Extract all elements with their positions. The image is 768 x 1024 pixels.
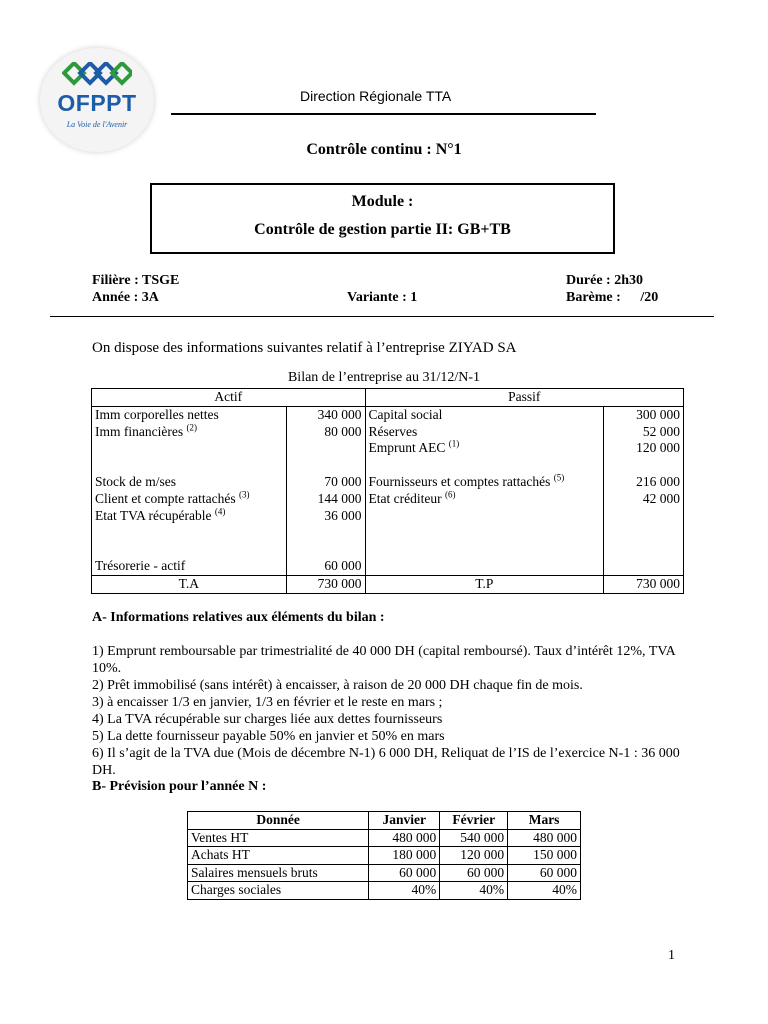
actif-value-cell [286,424,365,441]
info-item-4: 4) La TVA récupérable sur charges liée aux dettes fournisseurs [92,712,443,727]
page-title: Contrôle continu : N°1 [306,141,462,158]
footnote-ref: (1) [448,438,460,449]
prevision-value: 40% [508,882,581,900]
actif-label-cell [92,508,287,525]
bilan-row [92,508,684,525]
passif-value-cell [604,558,684,575]
prevision-value: 120 000 [440,847,508,865]
actif-label: Imm corporelles nettes [95,406,219,422]
actif-value-cell [286,508,365,525]
prevision-label: Charges sociales [188,882,369,900]
prevision-value: 540 000 [440,829,508,847]
actif-label-cell [92,474,287,491]
bareme [566,290,658,306]
passif-label-cell [365,508,604,525]
passif-value-cell [604,474,684,491]
direction-heading: Direction Régionale TTA [300,88,452,104]
actif-label-cell [92,440,287,457]
passif-label-cell [365,491,604,508]
passif-value-cell [604,524,684,541]
passif-label-cell [365,558,604,575]
actif-label: Stock de m/ses [95,473,176,489]
prevision-row [188,882,581,900]
actif-value: 60 000 [324,557,362,573]
actif-value-cell [286,406,365,423]
bilan-caption: Bilan de l’entreprise au 31/12/N-1 [287,370,481,385]
actif-label-cell [92,424,287,441]
footnote-ref: (4) [214,506,226,517]
prevision-value: 40% [369,882,440,900]
section-b-title: B- Prévision pour l’année N : [92,779,267,794]
actif-value-cell [286,440,365,457]
passif-label-cell [365,524,604,541]
meta-divider [50,316,714,317]
prevision-value: 40% [440,882,508,900]
bilan-row [92,424,684,441]
info-item-3: 3) à encaisser 1/3 en janvier, 1/3 en février et le reste en mars ; [92,695,443,710]
passif-label-cell [365,440,604,457]
passif-value-cell [604,440,684,457]
total-passif-label: T.P [365,575,604,593]
col-header-janvier: Janvier [369,812,440,830]
actif-label-cell [92,457,287,474]
total-actif-label: T.A [92,575,287,593]
prevision-value: 480 000 [369,829,440,847]
section-a-title: A- Informations relatives aux éléments du bilan : [92,610,385,625]
info-item-1: 1) Emprunt remboursable par trimestrialité de 40 000 DH (capital remboursé). Taux d’intérêt 12%, TVA 10%. [92,644,675,676]
actif-value: 144 000 [317,490,362,506]
passif-label: Fournisseurs et comptes rattachés [368,473,551,489]
logo-slogan: La Voie de l'Avenir [66,120,128,129]
prevision-table [187,811,581,900]
total-actif-value: 730 000 [286,575,365,593]
prevision-value: 60 000 [440,864,508,882]
prevision-header-row [188,812,581,830]
prevision-value: 60 000 [369,864,440,882]
actif-label-cell [92,541,287,558]
bilan-header-row [92,389,684,407]
intro-text: On dispose des informations suivantes relatif à l’entreprise ZIYAD SA [92,340,517,356]
prevision-row [188,864,581,882]
prevision-value: 180 000 [369,847,440,865]
prevision-label: Achats HT [188,847,369,865]
bareme-label: Barème : [566,290,621,305]
info-item-2: 2) Prêt immobilisé (sans intérêt) à encaisser, à raison de 20 000 DH chaque fin de mois. [92,678,583,693]
passif-value: 42 000 [642,490,680,506]
actif-label-cell [92,491,287,508]
col-header-donnee: Donnée [188,812,369,830]
passif-value-cell [604,457,684,474]
passif-value: 52 000 [642,423,680,439]
footnote-ref: (5) [553,472,565,483]
actif-label-cell [92,406,287,423]
actif-label: Imm financières [95,423,184,439]
prevision-value: 60 000 [508,864,581,882]
actif-value-cell [286,541,365,558]
actif-label: Trésorerie - actif [95,557,186,573]
logo-name: OFPPT [57,90,137,116]
logo-emblem-icon [62,62,132,88]
bilan-row [92,541,684,558]
footnote-ref: (3) [238,489,250,500]
header-divider [171,113,596,115]
prevision-value: 150 000 [508,847,581,865]
actif-value-cell [286,524,365,541]
prevision-label: Salaires mensuels bruts [188,864,369,882]
passif-value: 216 000 [636,473,680,489]
col-header-mars: Mars [508,812,581,830]
passif-value-cell [604,424,684,441]
bilan-row [92,440,684,457]
module-name: Contrôle de gestion partie II: GB+TB [254,221,511,238]
passif-label-cell [365,424,604,441]
module-box [150,183,615,254]
passif-value: 300 000 [636,406,680,422]
prevision-value: 480 000 [508,829,581,847]
bilan-row [92,524,684,541]
actif-label: Etat TVA récupérable [95,507,212,523]
actif-value-cell [286,457,365,474]
actif-value-cell [286,474,365,491]
bilan-row [92,457,684,474]
bareme-value: /20 [640,290,659,305]
actif-value-cell [286,491,365,508]
actif-value: 340 000 [317,406,362,422]
bilan-row [92,474,684,491]
info-item-6: 6) Il s’agit de la TVA due (Mois de décembre N-1) 6 000 DH, Reliquat de l’IS de l’exercice N-1 : 36 000 DH. [92,746,680,778]
actif-value-cell [286,558,365,575]
prevision-row [188,829,581,847]
prevision-label: Ventes HT [188,829,369,847]
passif-label-cell [365,457,604,474]
passif-value-cell [604,508,684,525]
passif-label: Etat créditeur [368,490,442,506]
footnote-ref: (2) [186,422,197,433]
bilan-row [92,406,684,423]
info-item-5: 5) La dette fournisseur payable 50% en janvier et 50% en mars [92,729,445,744]
annee: Année : 3A [92,290,159,305]
actif-value: 80 000 [324,423,362,439]
bilan-row [92,558,684,575]
duree: Durée : 2h30 [566,273,643,288]
variante: Variante : 1 [347,290,418,305]
passif-value-cell [604,491,684,508]
page-number: 1 [668,948,675,963]
passif-label-cell [365,541,604,558]
module-label: Module : [351,193,414,210]
col-header-fevrier: Février [440,812,508,830]
total-passif-value: 730 000 [604,575,684,593]
actif-value: 36 000 [324,507,362,523]
filiere: Filière : TSGE [92,273,180,288]
passif-label: Capital social [368,406,443,422]
actif-value: 70 000 [324,473,362,489]
passif-value-cell [604,541,684,558]
bilan-total-row [92,575,684,593]
ofppt-logo [40,48,154,152]
passif-header: Passif [365,389,684,407]
passif-label: Réserves [368,423,418,439]
bilan-row [92,491,684,508]
passif-label-cell [365,474,604,491]
actif-label-cell [92,558,287,575]
actif-label-cell [92,524,287,541]
passif-value-cell [604,406,684,423]
bilan-table [91,388,684,594]
prevision-row [188,847,581,865]
actif-header: Actif [92,389,366,407]
actif-label: Client et compte rattachés [95,490,236,506]
passif-value: 120 000 [636,440,680,456]
footnote-ref: (6) [444,489,456,500]
passif-label: Emprunt AEC [368,440,446,456]
passif-label-cell [365,406,604,423]
